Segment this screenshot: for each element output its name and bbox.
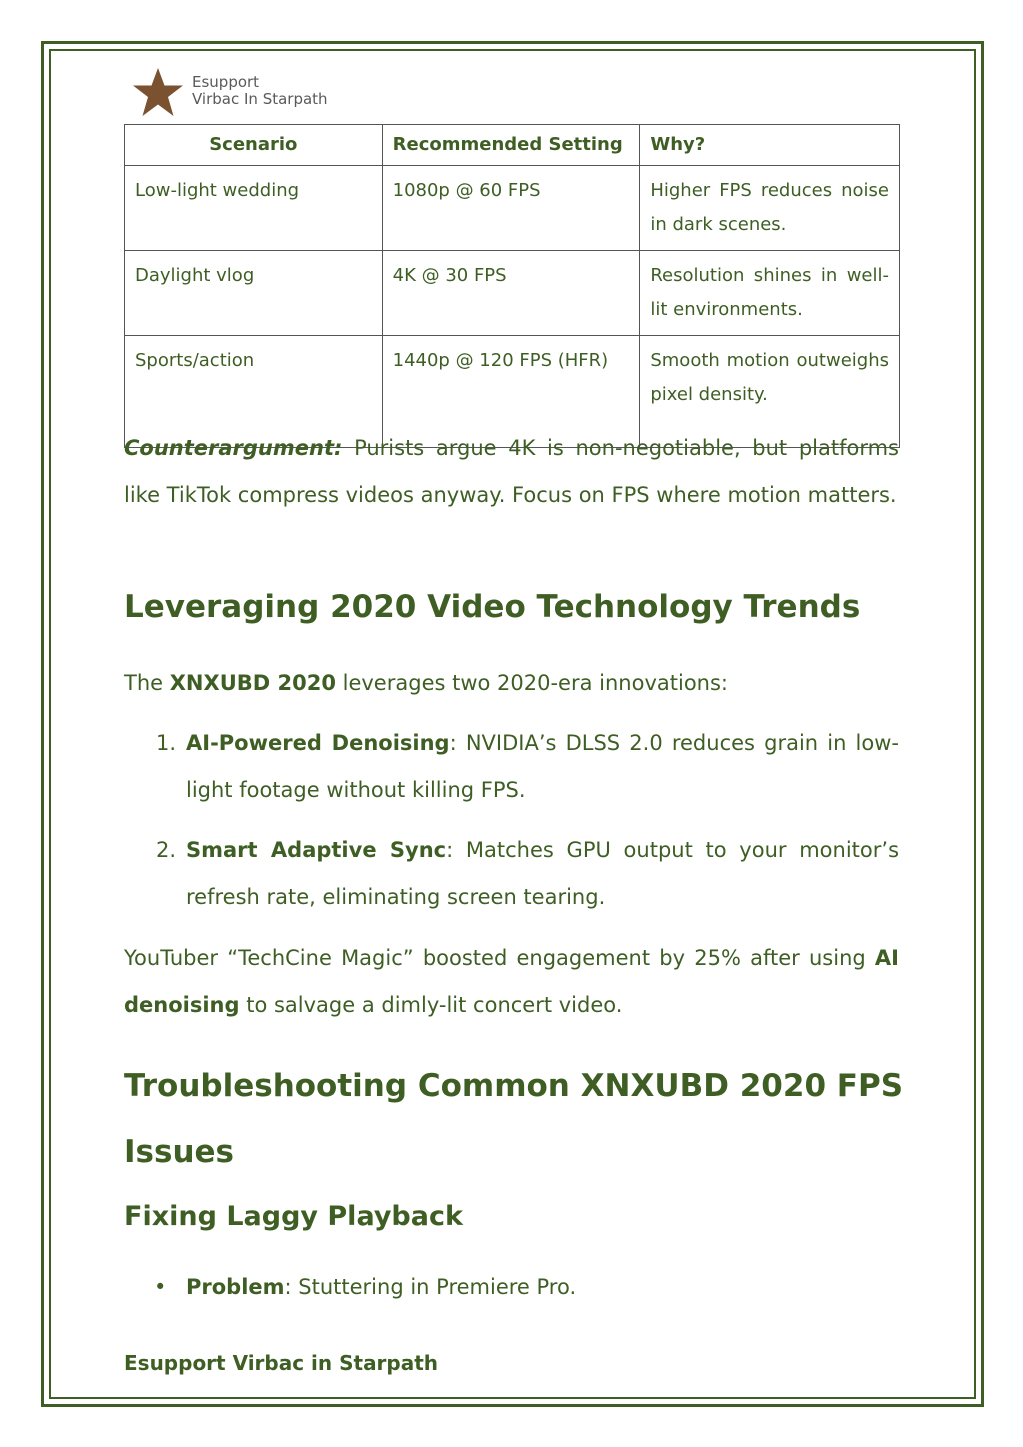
page-footer: Esupport Virbac in Starpath [124,1351,439,1375]
table-cell: 1080p @ 60 FPS [382,166,640,251]
bullet-icon: • [154,1275,167,1299]
logo [130,66,350,120]
table-cell: Daylight vlog [125,251,383,336]
table-cell: 4K @ 30 FPS [382,251,640,336]
list-item-title: AI-Powered Denoising [186,731,450,755]
list-number: 1. [156,731,177,755]
table-cell: Low-light wedding [125,166,383,251]
list-item-text: : Stuttering in Premiere Pro. [284,1275,577,1299]
logo-line1: Esupport [192,73,260,91]
table-header-cell: Scenario [125,125,383,166]
logo-line2: Virbac In Starpath [192,90,328,108]
table-header-row [125,125,900,166]
section-heading-trends: Leveraging 2020 Video Technology Trends [124,589,861,625]
counterargument-paragraph [124,425,899,519]
table-header-cell: Why? [640,125,900,166]
list-item-title: Problem [186,1275,285,1299]
list-item-text: : NVIDIA’s DLSS 2.0 reduces grain in low-light footage without killing FPS. [186,731,899,802]
product-name: XNXUBD 2020 [169,671,336,695]
intro-paragraph [124,660,899,707]
table-cell: Higher FPS reduces noise in dark scenes. [640,166,900,251]
intro-text: The [124,671,170,695]
problem-list [124,1267,899,1307]
counterargument-text: Purists argue 4K is non-negotiable, but platforms like TikTok compress videos anyway. Focus on FPS where motion matters. [124,436,899,507]
table-cell: 1440p @ 120 FPS (HFR) [382,336,640,448]
list-number: 2. [156,838,177,862]
section-heading-troubleshooting: Troubleshooting Common XNXUBD 2020 FPS Issues [124,1068,904,1170]
list-item-text: : Matches GPU output to your monitor’s refresh rate, eliminating screen tearing. [186,838,900,909]
youtuber-paragraph [124,935,899,1029]
innovations-list [124,720,899,934]
settings-table [124,124,900,448]
star-icon [130,66,186,120]
youtuber-text-end: to salvage a dimly-lit concert video. [239,993,623,1017]
list-item-title: Smart Adaptive Sync [186,838,447,862]
list-item [124,720,899,814]
table-row [125,251,900,336]
intro-text-end: leverages two 2020-era innovations: [335,671,728,695]
logo-text [192,74,328,108]
youtuber-text: YouTuber “TechCine Magic” boosted engagement by 25% after using [124,946,875,970]
youtuber-highlight: AI denoising [124,946,899,1017]
list-item [124,1267,899,1307]
table-row [125,166,900,251]
table-cell: Smooth motion outweighs pixel density. [640,336,900,448]
counterargument-label: Counterargument: [124,436,343,460]
subheading-laggy-playback: Fixing Laggy Playback [124,1201,463,1232]
table-header-cell: Recommended Setting [382,125,640,166]
table-cell: Sports/action [125,336,383,448]
table-cell: Resolution shines in well-lit environments. [640,251,900,336]
list-item [124,827,899,921]
